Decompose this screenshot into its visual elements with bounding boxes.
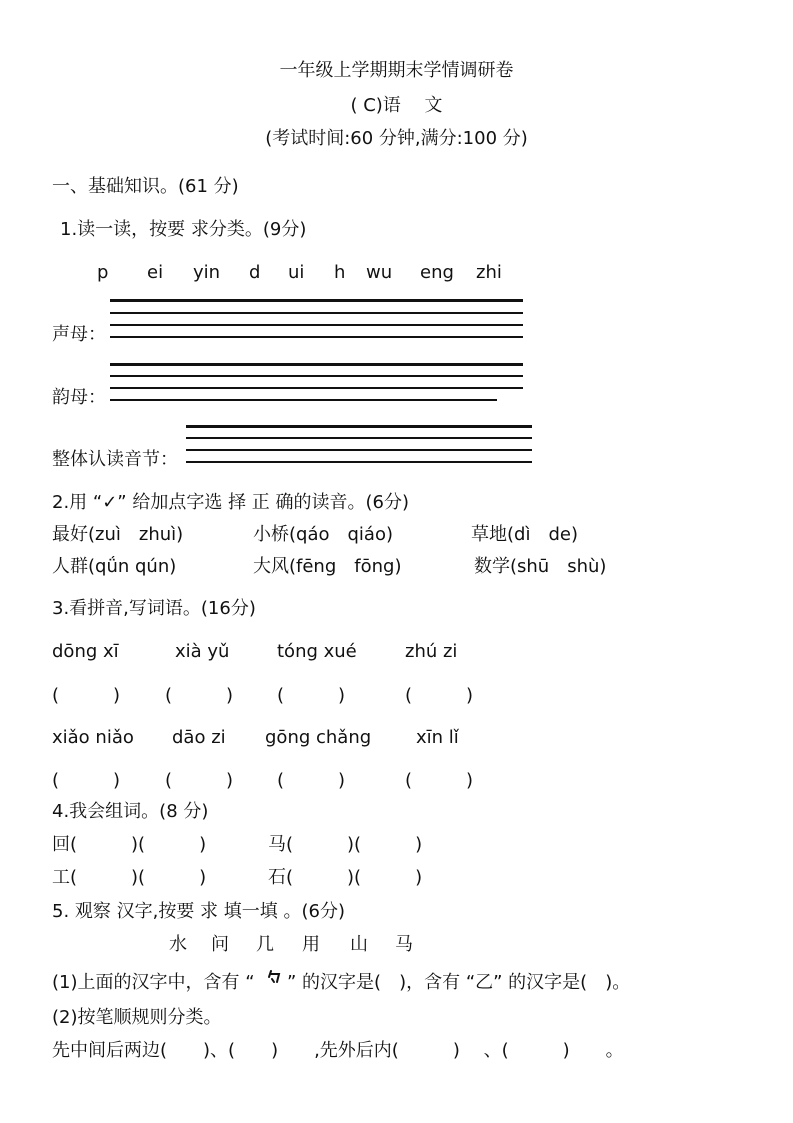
q3-pinyin: zhú zi (405, 641, 458, 662)
q3-pinyin: xiǎo niǎo (52, 727, 134, 748)
writing-line[interactable] (110, 324, 523, 326)
q5-sub2: (2)按笔顺规则分类。 (52, 1007, 222, 1028)
syllable: wu (366, 262, 393, 283)
q2-option[interactable]: 大风(fēng fōng) (253, 556, 402, 577)
subject-label: ( C)语 文 (350, 95, 443, 116)
q2-option[interactable]: 草地(dì de) (471, 524, 578, 545)
q2-prompt: 2.用 “✓” 给加点字选 择 正 确的读音。(6分) (52, 492, 410, 513)
q4-item[interactable]: 马( )( ) (268, 834, 423, 855)
q5-sub1-part-a: (1)上面的汉字中，含有 “ (52, 972, 255, 993)
answer-blank[interactable]: ( ) (277, 770, 346, 791)
writing-line[interactable] (186, 437, 532, 439)
writing-line[interactable] (110, 312, 523, 314)
q5-char: 水 (169, 934, 187, 955)
writing-line[interactable] (186, 449, 532, 451)
answer-blank[interactable]: ( ) (165, 685, 234, 706)
writing-line[interactable] (186, 461, 532, 463)
writing-line[interactable] (110, 399, 497, 401)
syllable: ei (147, 262, 164, 283)
q4-item[interactable]: 石( )( ) (268, 867, 423, 888)
q5-sub1-part-b: ” 的汉字是( )，含有 “乙” 的汉字是( )。 (287, 972, 631, 993)
writing-line[interactable] (110, 363, 523, 366)
writing-line[interactable] (186, 425, 532, 428)
answer-blank[interactable]: ( ) (405, 770, 474, 791)
writing-line[interactable] (110, 336, 523, 338)
q5-char: 问 (211, 934, 229, 955)
syllable: yin (193, 262, 221, 283)
writing-line[interactable] (110, 375, 523, 377)
q3-pinyin: xià yǔ (175, 641, 230, 662)
syllable: zhi (476, 262, 502, 283)
syllable: h (334, 262, 346, 283)
answer-blank[interactable]: ( ) (277, 685, 346, 706)
q5-char: 几 (256, 934, 274, 955)
q5-char: 山 (350, 934, 368, 955)
q3-pinyin: dōng xī (52, 641, 119, 662)
writing-line[interactable] (110, 299, 523, 302)
q3-prompt: 3.看拼音,写词语。(16分) (52, 598, 256, 619)
section-heading: 一、基础知识。(61 分) (52, 176, 239, 197)
answer-blank[interactable]: ( ) (165, 770, 234, 791)
answer-blank[interactable]: ( ) (405, 685, 474, 706)
q3-pinyin: tóng xué (277, 641, 357, 662)
yunmu-label: 韵母： (52, 387, 106, 408)
q3-pinyin: dāo zi (172, 727, 226, 748)
answer-blank[interactable]: ( ) (52, 770, 121, 791)
syllable: ui (288, 262, 305, 283)
exam-title: 一年级上学期期末学情调研卷 (279, 60, 514, 81)
q2-option[interactable]: 最好(zuì zhuì) (52, 524, 184, 545)
q4-prompt: 4.我会组词。(8 分) (52, 801, 209, 822)
shengmu-label: 声母： (52, 324, 106, 345)
stroke-radical-icon (265, 968, 285, 990)
syllable: d (249, 262, 261, 283)
q2-option[interactable]: 数学(shū shù) (474, 556, 607, 577)
writing-line[interactable] (110, 387, 523, 389)
q5-char: 用 (302, 934, 320, 955)
zhengti-label: 整体认读音节： (52, 449, 178, 470)
syllable: p (97, 262, 109, 283)
q4-item[interactable]: 工( )( ) (52, 867, 207, 888)
q2-option[interactable]: 小桥(qáo qiáo) (253, 524, 393, 545)
q1-prompt: 1.读一读，按要 求分类。(9分) (60, 219, 307, 240)
syllable: eng (420, 262, 454, 283)
q3-pinyin: xīn lǐ (416, 727, 459, 748)
answer-blank[interactable]: ( ) (52, 685, 121, 706)
q5-sub3[interactable]: 先中间后两边( )、( ) ,先外后内( ) 、( ) 。 (52, 1040, 624, 1061)
q3-pinyin: gōng chǎng (265, 727, 372, 748)
q2-option[interactable]: 人群(qǘn qún) (52, 556, 177, 577)
q4-item[interactable]: 回( )( ) (52, 834, 207, 855)
q5-char: 马 (395, 934, 413, 955)
exam-info: (考试时间:60 分钟,满分:100 分) (265, 128, 528, 149)
q5-prompt: 5. 观察 汉字,按要 求 填一填 。(6分) (52, 901, 345, 922)
